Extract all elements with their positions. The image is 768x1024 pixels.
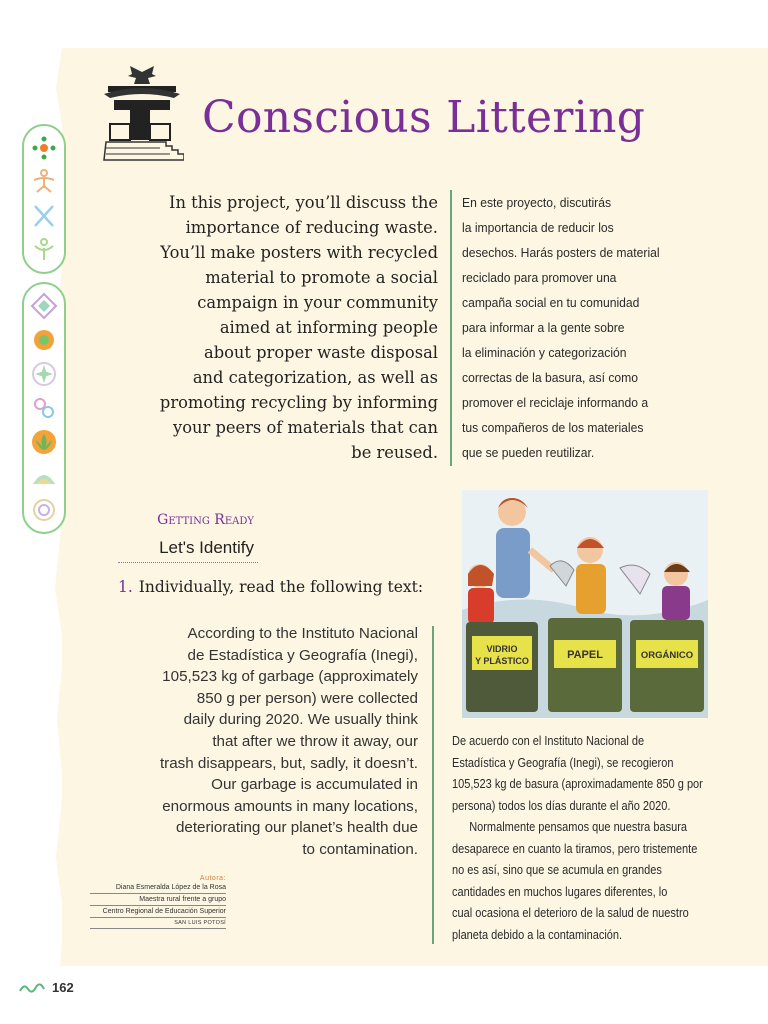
- caption-spanish: [452, 730, 703, 945]
- author-place: SAN LUIS POTOSÍ: [90, 918, 226, 929]
- text-line: desechos. Harás posters de material: [462, 245, 660, 260]
- text-line: about proper waste disposal: [204, 343, 438, 362]
- flower-icon: [29, 134, 59, 162]
- text-line: daily during 2020. We usually think: [183, 711, 418, 729]
- section-heading: Getting Ready: [157, 512, 254, 528]
- ring-icon: [29, 496, 59, 524]
- bin-label: Y PLÁSTICO: [475, 656, 529, 666]
- diamond-icon: [29, 292, 59, 320]
- figure-blue-icon: [29, 202, 59, 230]
- activity-item: [118, 578, 423, 596]
- author-role: Maestra rural frente a grupo: [90, 894, 226, 906]
- text-line: reciclado para promover una: [462, 270, 617, 285]
- text-line: campaign in your community: [197, 293, 438, 312]
- bin-label: VIDRIO: [486, 644, 518, 654]
- text-line: no es así, sino que se acumula en grandes: [452, 862, 662, 877]
- text-line: material to promote a social: [205, 268, 438, 287]
- lotus-icon: [29, 428, 59, 456]
- text-line: En este proyecto, discutirás: [462, 195, 612, 210]
- author-institution: Centro Regional de Educación Superior: [90, 906, 226, 918]
- reading-divider: [432, 626, 434, 944]
- text-line: De acuerdo con el Instituto Nacional de: [452, 733, 645, 748]
- sidebar-group-top: [22, 124, 66, 274]
- author-label: Autora:: [199, 875, 226, 882]
- intro-divider: [450, 190, 452, 466]
- text-line: la importancia de reducir los: [462, 220, 614, 235]
- text-line: tus compañeros de los materiales: [462, 420, 644, 435]
- sidebar-icons: [22, 124, 66, 542]
- monument-icon: [100, 64, 184, 166]
- text-line: According to the Instituto Nacional: [187, 625, 418, 642]
- text-line: enormous amounts in many locations,: [162, 797, 418, 815]
- text-line: and categorization, as well as: [192, 368, 438, 387]
- activity-text: Individually, read the following text:: [138, 578, 424, 596]
- text-line: You’ll make posters with recycled: [160, 243, 438, 262]
- page-number: 162: [52, 980, 74, 995]
- text-line: In this project, you’ll discuss the: [169, 193, 438, 212]
- figure-green-icon: [29, 236, 59, 264]
- text-line: cual ocasiona el deterioro de la salud de nuestro: [452, 905, 689, 920]
- dotted-rule: [118, 562, 258, 563]
- text-line: persona) todos los días durante el año 2020.: [452, 797, 671, 813]
- sidebar-group-bottom: [22, 282, 66, 534]
- text-line: promoting recycling by informing: [159, 393, 438, 412]
- author-credit: [90, 875, 226, 929]
- text-line: 105,523 kg de basura (aproximadamente 850 g por: [452, 776, 703, 791]
- text-line: that after we throw it away, our: [212, 732, 418, 750]
- text-line: planeta debido a la contaminación.: [452, 926, 623, 942]
- text-line: campaña social en tu comunidad: [462, 295, 640, 310]
- text-line: Normalmente pensamos que nuestra basura: [469, 819, 687, 834]
- text-line: importance of reducing waste.: [185, 218, 438, 237]
- star-icon: [29, 360, 59, 388]
- recycling-illustration: [462, 490, 708, 718]
- text-line: aimed at informing people: [219, 318, 438, 337]
- text-line: to contamination.: [302, 840, 418, 858]
- text-line: de Estadística y Geografía (Inegi),: [187, 646, 418, 664]
- text-line: your peers of materials that can: [173, 418, 438, 437]
- page-footer: [18, 980, 74, 995]
- intro-english: [120, 190, 438, 465]
- mound-icon: [29, 462, 59, 490]
- author-name: Diana Esmeralda López de la Rosa: [90, 882, 226, 894]
- text-line: 850 g per person) were collected: [196, 689, 418, 707]
- swirl-icon: [29, 394, 59, 422]
- text-line: trash disappears, but, sadly, it doesn’t.: [159, 754, 418, 772]
- text-line: que se pueden reutilizar.: [462, 445, 595, 460]
- text-line: be reused.: [351, 443, 438, 462]
- text-line: Our garbage is accumulated in: [211, 776, 418, 794]
- activity-number: 1.: [118, 578, 133, 596]
- reading-english: [112, 623, 418, 861]
- text-line: desaparece en cuanto la tiramos, pero tristemente: [452, 840, 698, 856]
- section-subheading: Let's Identify: [159, 538, 254, 557]
- text-line: promover el reciclaje informando a: [462, 395, 649, 410]
- circle-orange-icon: [29, 326, 59, 354]
- text-line: para informar a la gente sobre: [462, 320, 625, 335]
- text-line: Estadística y Geografía (Inegi), se recogieron: [452, 754, 674, 770]
- text-line: la eliminación y categorización: [462, 345, 627, 360]
- text-line: 105,523 kg of garbage (approximately: [162, 668, 418, 686]
- ornament-icon: [18, 981, 46, 995]
- text-line: deteriorating our planet’s health due: [175, 819, 418, 837]
- intro-spanish: [462, 190, 692, 465]
- figure-orange-icon: [29, 168, 59, 196]
- bin-label: PAPEL: [567, 649, 603, 661]
- text-line: correctas de la basura, así como: [462, 370, 639, 385]
- page-title: Conscious Littering: [202, 92, 646, 143]
- text-line: cantidades en muchos lugares diferentes, lo: [452, 883, 668, 899]
- bin-label: ORGÁNICO: [640, 650, 694, 661]
